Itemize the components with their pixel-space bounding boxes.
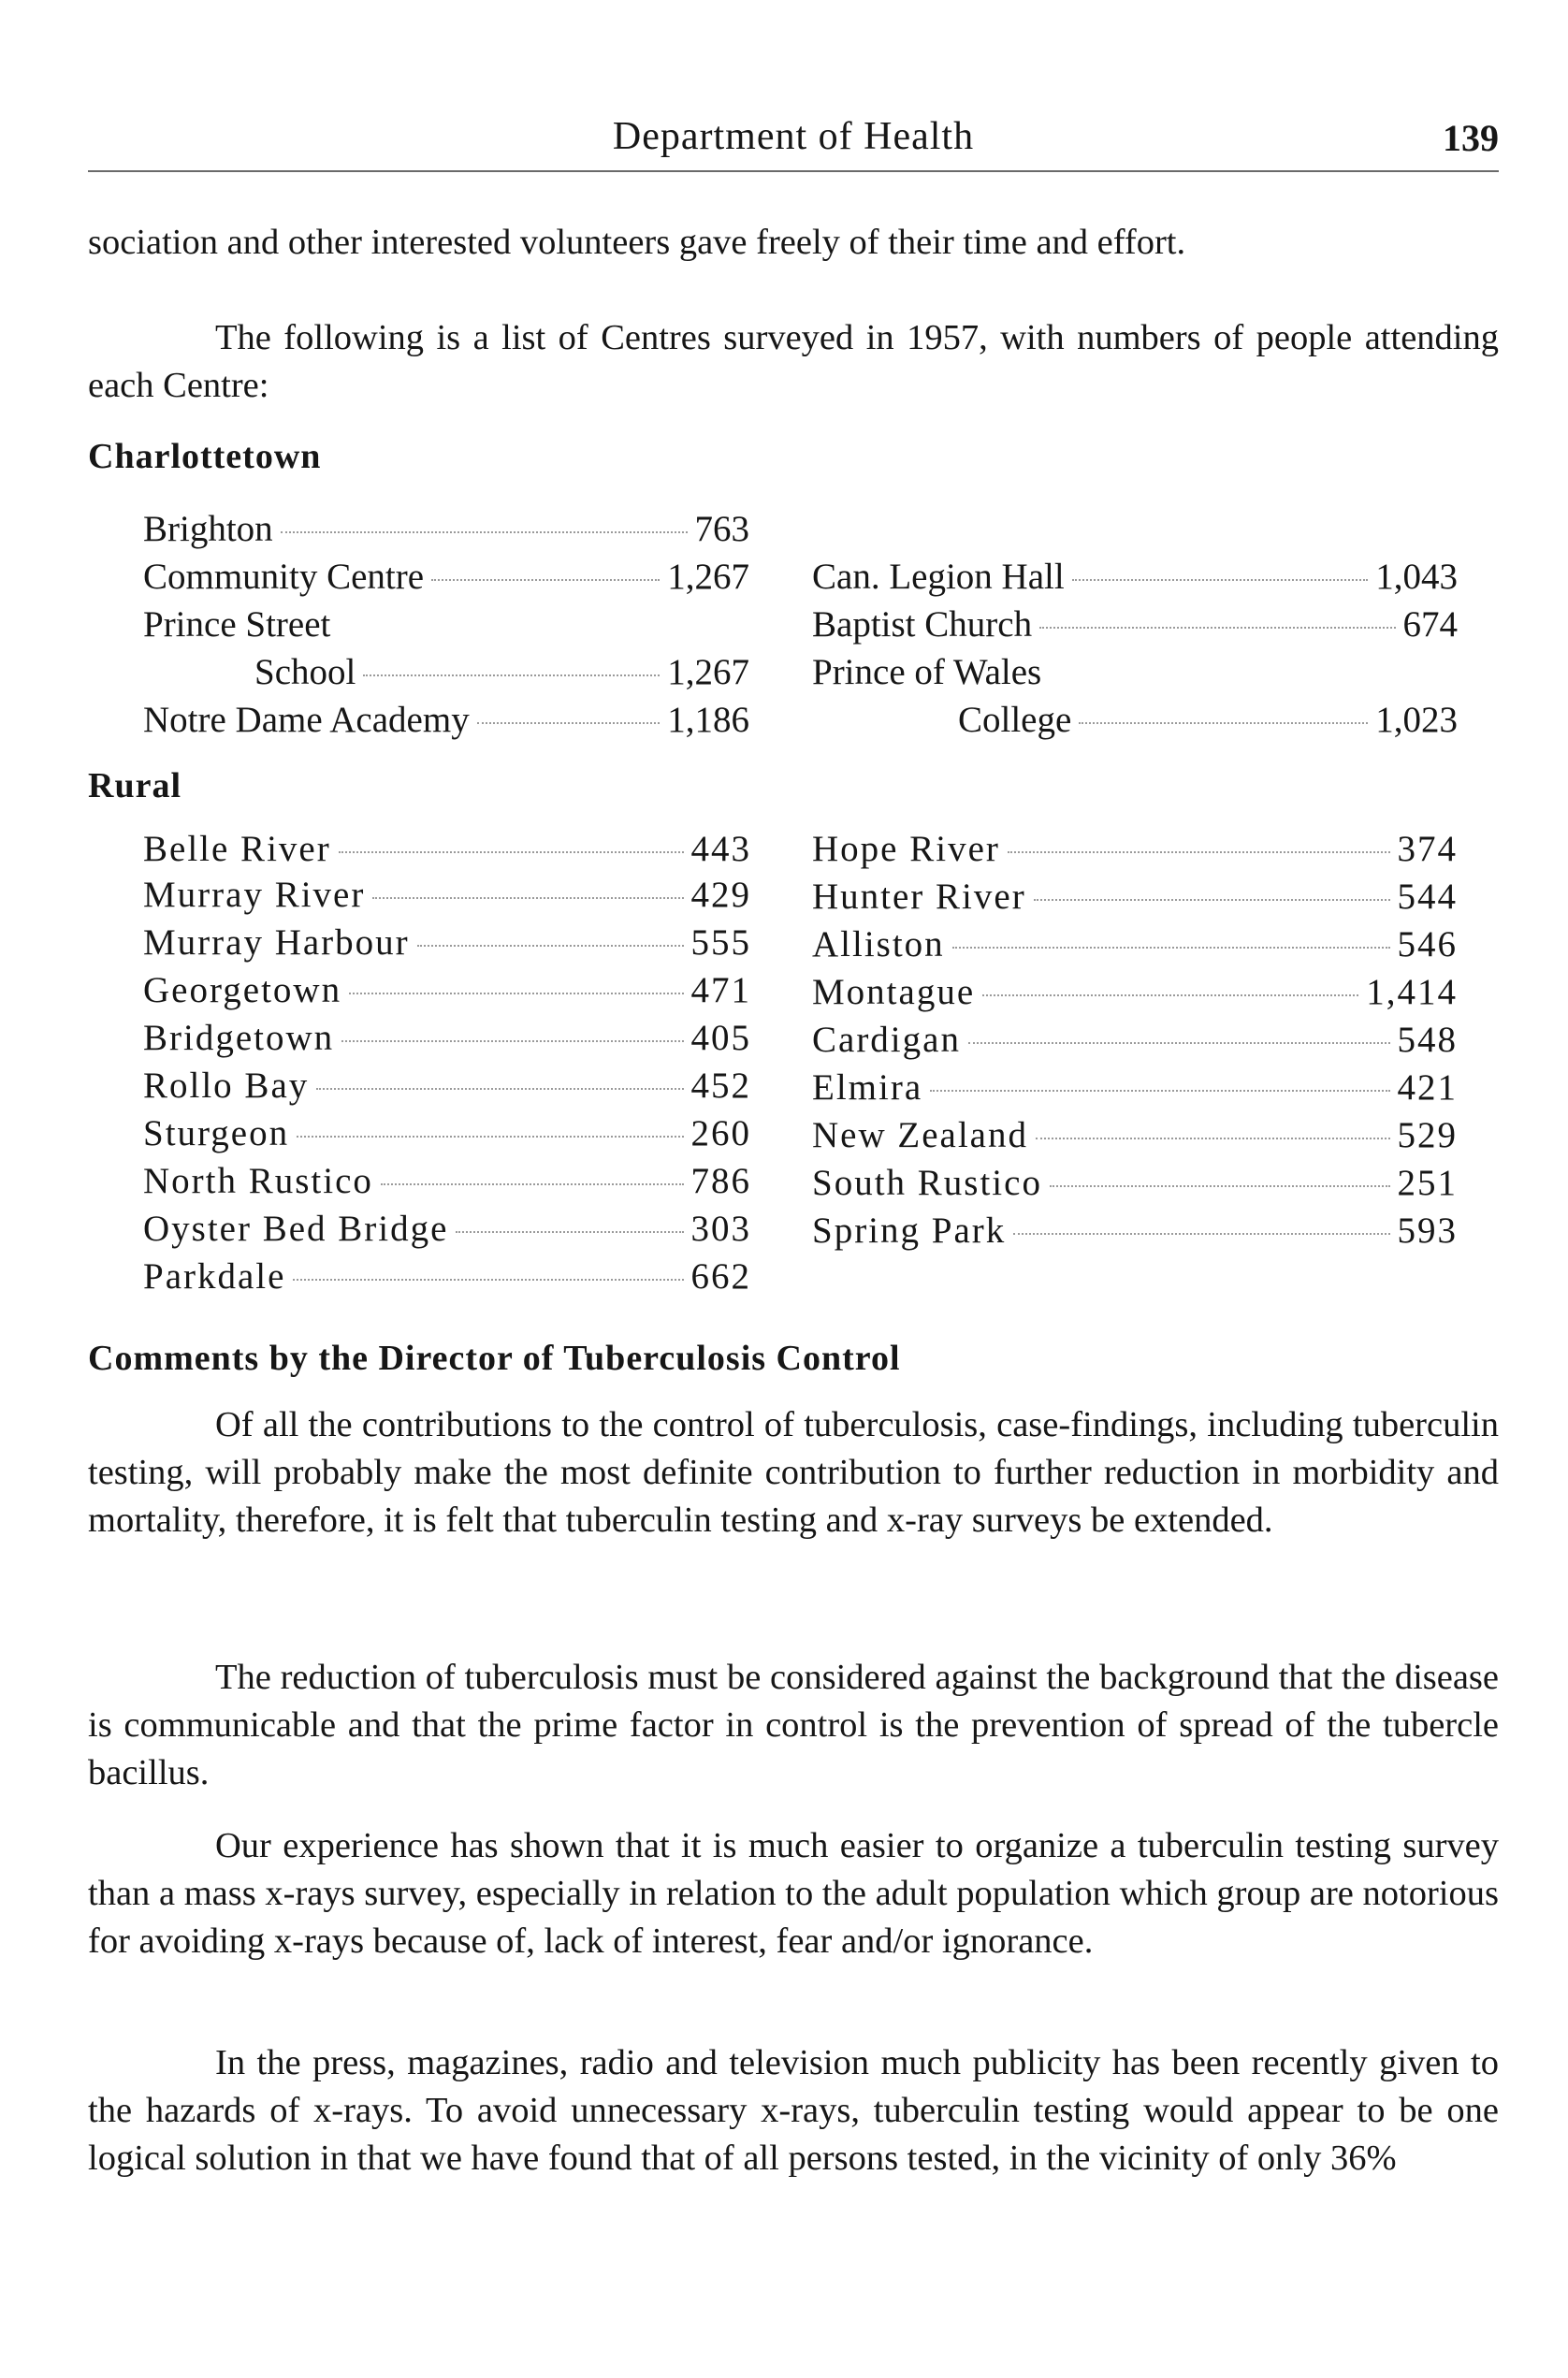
dot-leader: [456, 1231, 683, 1233]
dot-leader: [1034, 899, 1390, 901]
centre-name: Oyster Bed Bridge: [143, 1209, 449, 1249]
centre-entry-spring-park: [812, 1209, 1458, 1254]
attendance-count: 529: [1397, 1115, 1458, 1155]
centre-name: Cardigan: [812, 1020, 961, 1060]
centre-entry-elmira: [812, 1066, 1458, 1110]
dot-leader: [372, 897, 683, 899]
attendance-count: 593: [1397, 1211, 1458, 1251]
centre-name: Baptist Church: [812, 604, 1033, 645]
centre-name: Can. Legion Hall: [812, 557, 1065, 597]
centre-entry-prince-street: [143, 602, 749, 647]
centre-name: Prince of Wales: [812, 652, 1042, 692]
centre-entry-bridgetown: [143, 1016, 751, 1061]
dot-leader: [341, 1040, 683, 1042]
dot-leader: [431, 579, 660, 581]
attendance-count: 1,414: [1366, 972, 1458, 1012]
centre-name: Georgetown: [143, 970, 342, 1010]
attendance-count: 662: [690, 1256, 751, 1297]
centre-entry-notre-dame-academy: [143, 698, 749, 743]
comments-paragraph-2: The reduction of tuberculosis must be considered against the background that the disease is communicable and that the prime factor in control is the prevention of spread of the tubercle bacillus.: [88, 1658, 1499, 1792]
centre-entry-prince-of-wales: [812, 650, 1458, 695]
centre-name: Brighton: [143, 509, 273, 549]
intro-paragraph-continued: sociation and other interested volunteers gave freely of their time and effort.: [88, 223, 1186, 262]
centre-name: Hope River: [812, 829, 1000, 869]
dot-leader: [297, 1136, 683, 1138]
comments-paragraph-1: Of all the contributions to the control of tuberculosis, case-findings, including tuberculin testing, will probably make the most definite contribution to further reduction in morbidity and mortality, therefore, it is felt that tuberculin testing and x-ray surveys be extended.: [88, 1405, 1499, 1540]
attendance-count: 763: [694, 509, 749, 549]
centre-name: Elmira: [812, 1067, 923, 1108]
centre-name: Murray Harbour: [143, 922, 410, 963]
attendance-count: 786: [690, 1161, 751, 1201]
dot-leader: [1039, 627, 1395, 629]
centre-entry-oyster-bed-bridge: [143, 1207, 751, 1252]
dot-leader: [1013, 1233, 1389, 1235]
centre-name: Prince Street: [143, 604, 331, 645]
page-number: 139: [1443, 117, 1499, 159]
centre-name: Notre Dame Academy: [143, 700, 470, 740]
centre-entry-hope-river: [812, 827, 1458, 872]
centre-name: North Rustico: [143, 1161, 373, 1201]
centre-name: Spring Park: [812, 1211, 1007, 1251]
dot-leader: [381, 1183, 684, 1185]
centre-name: Hunter River: [812, 877, 1026, 917]
centre-name: Montague: [812, 972, 976, 1012]
attendance-count: 546: [1397, 924, 1458, 964]
dot-leader: [1079, 722, 1368, 724]
attendance-count: 555: [690, 922, 751, 963]
centre-name: College: [958, 700, 1072, 740]
section-heading-rural: Rural: [88, 766, 181, 805]
centre-name: South Rustico: [812, 1163, 1042, 1203]
centre-name: Alliston: [812, 924, 945, 964]
centre-name: Murray River: [143, 875, 366, 915]
dot-leader: [982, 994, 1358, 996]
attendance-count: 1,186: [667, 700, 749, 740]
comments-paragraph-4: In the press, magazines, radio and television much publicity has been recently given to the hazards of x-rays. To avoid unnecessary x-rays, tuberculin testing would appear to be one logical solution in that we have found that of all persons tested, in the vicinity of only 36%: [88, 2043, 1499, 2178]
attendance-count: 1,267: [667, 557, 749, 597]
centre-entry-prince-street-school: [254, 650, 749, 695]
attendance-count: 1,267: [667, 652, 749, 692]
attendance-count: 405: [690, 1018, 751, 1058]
section-heading-charlottetown: Charlottetown: [88, 437, 322, 476]
centre-name: New Zealand: [812, 1115, 1028, 1155]
section-heading-comments: Comments by the Director of Tuberculosis Control: [88, 1339, 901, 1378]
dot-leader: [316, 1088, 683, 1090]
dot-leader: [293, 1279, 683, 1281]
attendance-count: 544: [1397, 877, 1458, 917]
dot-leader: [281, 531, 688, 533]
attendance-count: 443: [690, 829, 751, 869]
centre-entry-parkdale: [143, 1254, 751, 1299]
centre-entry-montague: [812, 970, 1458, 1015]
running-header: [88, 110, 1499, 172]
dot-leader: [363, 674, 660, 676]
running-title: Department of Health: [612, 115, 975, 158]
centre-entry-community-centre: [143, 555, 749, 600]
centre-name: School: [254, 652, 356, 692]
centre-entry-new-zealand: [812, 1113, 1458, 1158]
centre-entry-murray-river: [143, 873, 751, 918]
attendance-count: 374: [1397, 829, 1458, 869]
centre-entry-can-legion-hall: [812, 555, 1458, 600]
dot-leader: [930, 1090, 1389, 1092]
dot-leader: [477, 722, 661, 724]
centre-entry-north-rustico: [143, 1159, 751, 1204]
dot-leader: [1072, 579, 1369, 581]
dot-leader: [1008, 851, 1390, 853]
centre-entry-murray-harbour: [143, 921, 751, 965]
centre-name: Rollo Bay: [143, 1066, 310, 1106]
centre-entry-baptist-church: [812, 602, 1458, 647]
centre-entry-prince-of-wales-college: [958, 698, 1458, 743]
centre-entry-sturgeon: [143, 1111, 751, 1156]
centre-name: Belle River: [143, 829, 331, 869]
dot-leader: [952, 947, 1390, 949]
centre-name: Community Centre: [143, 557, 425, 597]
attendance-count: 548: [1397, 1020, 1458, 1060]
centre-entry-south-rustico: [812, 1161, 1458, 1206]
dot-leader: [968, 1042, 1390, 1044]
dot-leader: [339, 851, 684, 853]
attendance-count: 452: [690, 1066, 751, 1106]
centre-entry-rollo-bay: [143, 1064, 751, 1109]
centre-entry-hunter-river: [812, 875, 1458, 920]
attendance-count: 471: [690, 970, 751, 1010]
attendance-count: 260: [690, 1113, 751, 1153]
centre-name: Bridgetown: [143, 1018, 335, 1058]
attendance-count: 303: [690, 1209, 751, 1249]
centre-entry-alliston: [812, 922, 1458, 967]
attendance-count: 421: [1397, 1067, 1458, 1108]
centre-entry-brighton: [143, 507, 749, 552]
centre-entry-cardigan: [812, 1018, 1458, 1063]
comments-paragraph-3: Our experience has shown that it is much easier to organize a tuberculin testing survey than a mass x-rays survey, especially in relation to the adult population which group are notorious for avoiding x-rays because of, lack of interest, fear and/or ignorance.: [88, 1826, 1499, 1961]
attendance-count: 1,023: [1375, 700, 1458, 740]
attendance-count: 429: [690, 875, 751, 915]
centre-name: Sturgeon: [143, 1113, 290, 1153]
centre-entry-belle-river: [143, 827, 751, 872]
dot-leader: [349, 993, 683, 994]
attendance-count: 251: [1397, 1163, 1458, 1203]
intro-paragraph-list-lead: The following is a list of Centres surveyed in 1957, with numbers of people attending each Centre:: [88, 318, 1499, 405]
dot-leader: [1050, 1185, 1390, 1187]
centre-entry-georgetown: [143, 968, 751, 1013]
dot-leader: [417, 945, 684, 947]
attendance-count: 674: [1402, 604, 1458, 645]
attendance-count: 1,043: [1375, 557, 1458, 597]
dot-leader: [1036, 1138, 1390, 1139]
centre-name: Parkdale: [143, 1256, 286, 1297]
